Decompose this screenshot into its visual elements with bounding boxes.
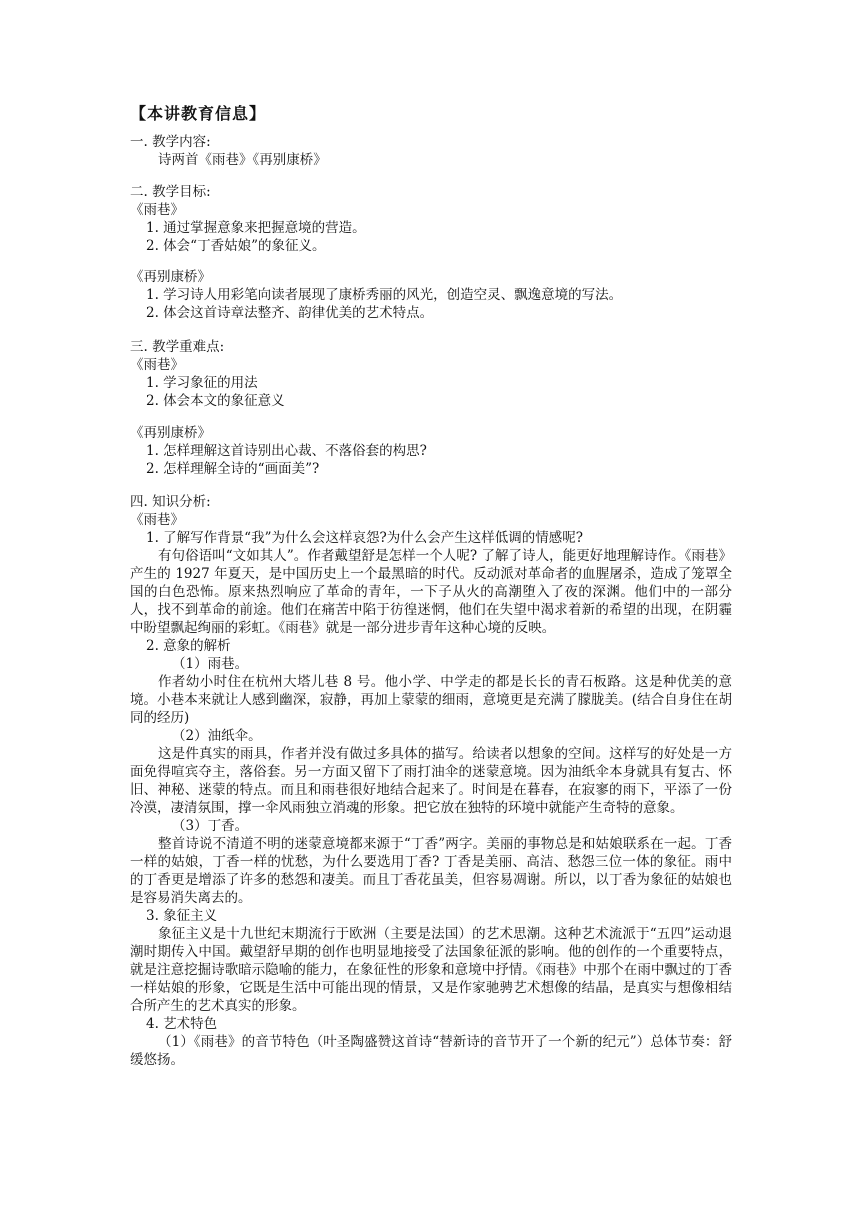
list-item: 1. 通过掌握意象来把握意境的营造。	[146, 220, 366, 236]
sub-item-heading: （1）雨巷。	[172, 656, 249, 672]
poem-title: 《雨巷》	[130, 512, 184, 528]
sub-item-heading: （2）油纸伞。	[172, 728, 262, 744]
section-heading: 一. 教学内容:	[130, 134, 211, 150]
poem-title: 《再别康桥》	[130, 269, 211, 285]
subsection-heading: 2. 意象的解析	[146, 638, 231, 654]
section-heading: 三. 教学重难点:	[130, 339, 225, 355]
section-key-points	[130, 338, 732, 410]
section-heading: 四. 知识分析:	[130, 494, 211, 510]
section-text: 诗两首《雨巷》《再别康桥》	[158, 152, 327, 168]
list-item: 1. 学习诗人用彩笔向读者展现了康桥秀丽的风光，创造空灵、飘逸意境的写法。	[146, 287, 623, 303]
poem-title: 《雨巷》	[130, 357, 184, 373]
sub-item-heading: （3）丁香。	[172, 818, 249, 834]
paragraph: 整首诗说不清道不明的迷蒙意境都来源于“丁香”两字。美丽的事物总是和姑娘联系在一起。丁香一样的姑娘，丁香一样的忧愁，为什么要选用丁香? 丁香是美丽、高洁、愁怨三位一体的象征。雨中的丁香更是增添了许多的愁怨和凄美。而且丁香花虽美，但容易凋谢。所以，以丁香为象征的姑娘也是容易消失离去的。	[130, 836, 732, 906]
list-item: 2. 体会这首诗章法整齐、韵律优美的艺术特点。	[146, 305, 434, 321]
section-heading: 二. 教学目标:	[130, 184, 211, 200]
list-item: 2. 体会“丁香姑娘”的象征义。	[146, 238, 326, 254]
list-item: 2. 怎样理解全诗的“画面美”?	[146, 461, 320, 477]
section-knowledge-analysis	[130, 493, 732, 1069]
section-key-points-part2	[130, 424, 732, 478]
section-teaching-goals-part2	[130, 268, 732, 322]
subsection-heading: 4. 艺术特色	[146, 1016, 218, 1032]
list-item: 2. 体会本文的象征意义	[146, 393, 285, 409]
subsection-heading: 1. 了解写作背景“我”为什么会这样哀怨?为什么会产生这样低调的情感呢?	[146, 530, 583, 546]
paragraph: 象征主义是十九世纪末期流行于欧洲（主要是法国）的艺术思潮。这种艺术流派于“五四”运动退潮时期传入中国。戴望舒早期的创作也明显地接受了法国象征派的影响。他的创作的一个重要特点，就是注意挖掘诗歌暗示隐喻的能力，在象征性的形象和意境中抒情。《雨巷》中那个在雨中飘过的丁香一样姑娘的形象，它既是生活中可能出现的情景，又是作家驰骋艺术想像的结晶，是真实与想像相结合所产生的艺术真实的形象。	[130, 926, 732, 1014]
paragraph: 这是件真实的雨具，作者并没有做过多具体的描写。给读者以想象的空间。这样写的好处是一方面免得喧宾夺主，落俗套。另一方面又留下了雨打油伞的迷蒙意境。因为油纸伞本身就具有复古、怀旧、神秘、迷蒙的特点。而且和雨巷很好地结合起来了。时间是在暮春，在寂寥的雨下，平添了一份冷漠，凄清氛围，撑一伞风雨独立消魂的形象。把它放在独特的环境中就能产生奇特的意象。	[130, 746, 732, 816]
list-item: 1. 怎样理解这首诗别出心裁、不落俗套的构思?	[146, 443, 427, 459]
list-item: 1. 学习象征的用法	[146, 375, 258, 391]
page-title: 【本讲教育信息】	[130, 104, 267, 123]
section-teaching-content	[130, 133, 732, 169]
paragraph: 有句俗语叫“文如其人”。作者戴望舒是怎样一个人呢? 了解了诗人，能更好地理解诗作。《雨巷》产生的 1927 年夏天，是中国历史上一个最黑暗的时代。反动派对革命者的血腥屠杀，造成了笼罩全国的白色恐怖。原来热烈响应了革命的青年，一下子从火的高潮堕入了夜的深渊。他们中的一部分人，找不到革命的前途。他们在痛苦中陷于彷徨迷惘，他们在失望中渴求着新的希望的出现，在阴霾中盼望飘起绚丽的彩虹。《雨巷》就是一部分进步青年这种心境的反映。	[130, 548, 732, 636]
section-teaching-goals	[130, 183, 732, 255]
paragraph: （1）《雨巷》的音节特色（叶圣陶盛赞这首诗“替新诗的音节开了一个新的纪元”）总体节奏：舒缓悠扬。	[130, 1034, 732, 1068]
subsection-heading: 3. 象征主义	[146, 908, 218, 924]
poem-title: 《再别康桥》	[130, 425, 211, 441]
poem-title: 《雨巷》	[130, 202, 184, 218]
paragraph: 作者幼小时住在杭州大塔儿巷 8 号。他小学、中学走的都是长长的青石板路。这是种优美的意境。小巷本来就让人感到幽深，寂静，再加上蒙蒙的细雨，意境更是充满了朦胧美。(结合自身住在胡同的经历)	[130, 674, 732, 726]
